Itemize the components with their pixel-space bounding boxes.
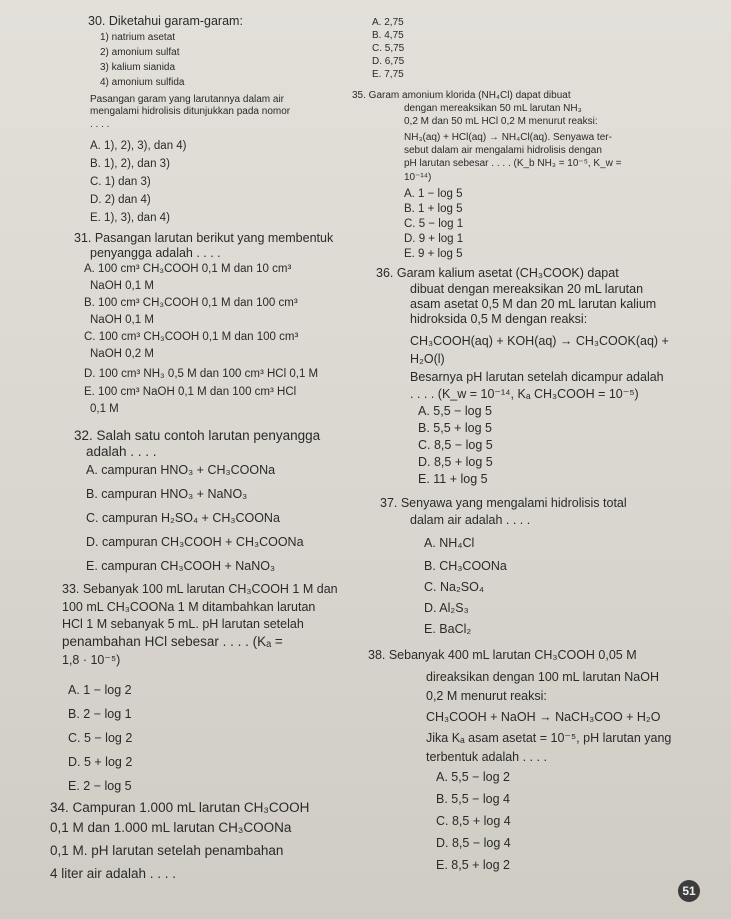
q30-option-a: A. 1), 2), 3), dan 4) [90,140,187,152]
q38-option-c: C. 8,5 + log 4 [436,814,511,828]
q36-stem: . . . . (K_w = 10⁻¹⁴, Kₐ CH₃COOH = 10⁻⁵) [410,387,639,401]
q34-stem: 4 liter air adalah . . . . [50,866,177,881]
q30-option-e: E. 1), 3), dan 4) [90,212,170,224]
q33-option-a: A. 1 − log 2 [68,683,132,697]
q35-option-c: C. 5 − log 1 [404,218,464,230]
q38-stem: Jika Kₐ asam asetat = 10⁻⁵, pH larutan yang [426,731,672,745]
q38-stem: direaksikan dengan 100 mL larutan NaOH [426,670,660,684]
q34-option-a: A. 2,75 [372,17,404,28]
q30-text: Pasangan garam yang larutannya dalam air [90,94,285,105]
q38-stem: terbentuk adalah . . . . [426,750,547,764]
q32-stem: 32. Salah satu contoh larutan penyangga [74,428,321,443]
q31-option-c: C. 100 cm³ CH₃COOH 0,1 M dan 100 cm³ [84,331,299,343]
q38-stem: 38. Sebanyak 400 mL larutan CH₃COOH 0,05 M [368,648,637,662]
q34-stem: 34. Campuran 1.000 mL larutan CH₃COOH [50,800,310,815]
q38-option-b: B. 5,5 − log 4 [436,792,511,806]
q31-stem: penyangga adalah . . . . [90,246,221,260]
q36-option-e: E. 11 + log 5 [418,472,488,486]
q35-option-b: B. 1 + log 5 [404,203,463,215]
q37-option-b: B. CH₃COONa [424,559,507,573]
q36-option-c: C. 8,5 − log 5 [418,438,493,452]
q31-option-a: A. 100 cm³ CH₃COOH 0,1 M dan 10 cm³ [84,263,292,275]
q35-option-e: E. 9 + log 5 [404,248,463,260]
q36-stem: dibuat dengan mereaksikan 20 mL larutan [410,282,644,296]
q37-stem: dalam air adalah . . . . [410,513,531,527]
q37-option-a: A. NH₄Cl [424,536,475,550]
q37-option-c: C. Na₂SO₄ [424,580,484,594]
q31-option-b: B. 100 cm³ CH₃COOH 0,1 M dan 100 cm³ [84,297,298,309]
q33-stem: 33. Sebanyak 100 mL larutan CH₃COOH 1 M dan [62,582,338,596]
q31-option-d: D. 100 cm³ NH₃ 0,5 M dan 100 cm³ HCl 0,1 M [84,368,319,380]
q32-option-d: D. campuran CH₃COOH + CH₃COONa [86,535,304,549]
q33-option-b: B. 2 − log 1 [68,707,132,721]
q35-stem: NH₃(aq) + HCl(aq) → NH₄Cl(aq). Senyawa ter- [404,132,612,143]
q33-option-d: D. 5 + log 2 [68,755,133,769]
q32-option-e: E. campuran CH₃COOH + NaNO₃ [86,559,276,573]
q32-option-a: A. campuran HNO₃ + CH₃COONa [86,463,276,477]
q37-stem: 37. Senyawa yang mengalami hidrolisis total [380,496,627,510]
q30-option-b: B. 1), 2), dan 3) [90,158,170,170]
q34-stem: 0,1 M. pH larutan setelah penambahan [50,843,284,858]
page-number-badge: 51 [678,880,700,902]
q36-stem: Besarnya pH larutan setelah dicampur adalah [410,370,664,384]
q35-stem: pH larutan sebesar . . . . (K_b NH₃ = 10⁻⁵, K_w = [404,158,622,169]
q33-option-e: E. 2 − log 5 [68,779,132,793]
q35-stem: sebut dalam air mengalami hidrolisis dengan [404,145,602,156]
q35-stem: dengan mereaksikan 50 mL larutan NH₃ [404,103,582,114]
q30-text: . . . . [90,119,110,130]
q30-item: 3) kalium sianida [100,62,176,73]
q36-stem: asam asetat 0,5 M dan 20 mL larutan kalium [410,297,657,311]
q30-item: 1) natrium asetat [100,32,176,43]
q34-option-d: D. 6,75 [372,56,405,67]
q36-option-b: B. 5,5 + log 5 [418,421,493,435]
q37-option-d: D. Al₂S₃ [424,601,469,615]
q33-stem: 100 mL CH₃COONa 1 M ditambahkan larutan [62,600,316,614]
q34-option-c: C. 5,75 [372,43,405,54]
q30-stem: 30. Diketahui garam-garam: [88,14,243,28]
q35-stem: 35. Garam amonium klorida (NH₄Cl) dapat dibuat [352,90,571,101]
q31-option-e: E. 100 cm³ NaOH 0,1 M dan 100 cm³ HCl [84,386,297,398]
q38-option-a: A. 5,5 − log 2 [436,770,511,784]
q30-option-d: D. 2) dan 4) [90,194,151,206]
q38-option-e: E. 8,5 + log 2 [436,858,511,872]
q30-option-c: C. 1) dan 3) [90,176,151,188]
q38-option-d: D. 8,5 − log 4 [436,836,511,850]
q30-item: 2) amonium sulfat [100,47,180,58]
q36-reaction: CH₃COOH(aq) + KOH(aq) → CH₃COOK(aq) + [410,334,669,348]
q33-stem: penambahan HCl sebesar . . . . (Kₐ = [62,634,283,649]
q35-stem: 10⁻¹⁴) [404,172,432,183]
q36-stem: 36. Garam kalium asetat (CH₃COOK) dapat [376,266,619,280]
q35-stem: 0,2 M dan 50 mL HCl 0,2 M menurut reaksi: [404,116,598,127]
q32-option-c: C. campuran H₂SO₄ + CH₃COONa [86,511,280,525]
q37-option-e: E. BaCl₂ [424,622,472,636]
q33-stem: 1,8 · 10⁻⁵) [62,653,121,667]
q36-stem: hidroksida 0,5 M dengan reaksi: [410,312,588,326]
q36-option-a: A. 5,5 − log 5 [418,404,493,418]
q33-stem: HCl 1 M sebanyak 5 mL. pH larutan setelah [62,617,304,631]
q31-option-b-cont: NaOH 0,1 M [90,314,154,326]
q35-option-d: D. 9 + log 1 [404,233,464,245]
q34-option-b: B. 4,75 [372,30,404,41]
q30-text: mengalami hidrolisis ditunjukkan pada nomor [90,106,291,117]
q34-option-e: E. 7,75 [372,69,404,80]
q32-option-b: B. campuran HNO₃ + NaNO₃ [86,487,248,501]
q33-option-c: C. 5 − log 2 [68,731,133,745]
q38-reaction: CH₃COOH + NaOH → NaCH₃COO + H₂O [426,710,661,724]
q34-stem: 0,1 M dan 1.000 mL larutan CH₃COONa [50,820,292,835]
q38-stem: 0,2 M menurut reaksi: [426,689,547,703]
q31-option-e-cont: 0,1 M [90,403,119,415]
q35-option-a: A. 1 − log 5 [404,188,463,200]
q30-item: 4) amonium sulfida [100,77,185,88]
q36-option-d: D. 8,5 + log 5 [418,455,493,469]
q31-option-a-cont: NaOH 0,1 M [90,280,154,292]
q31-stem: 31. Pasangan larutan berikut yang membentuk [74,231,334,245]
q31-option-c-cont: NaOH 0,2 M [90,348,154,360]
q32-stem: adalah . . . . [86,444,157,459]
q36-reaction: H₂O(l) [410,352,445,366]
